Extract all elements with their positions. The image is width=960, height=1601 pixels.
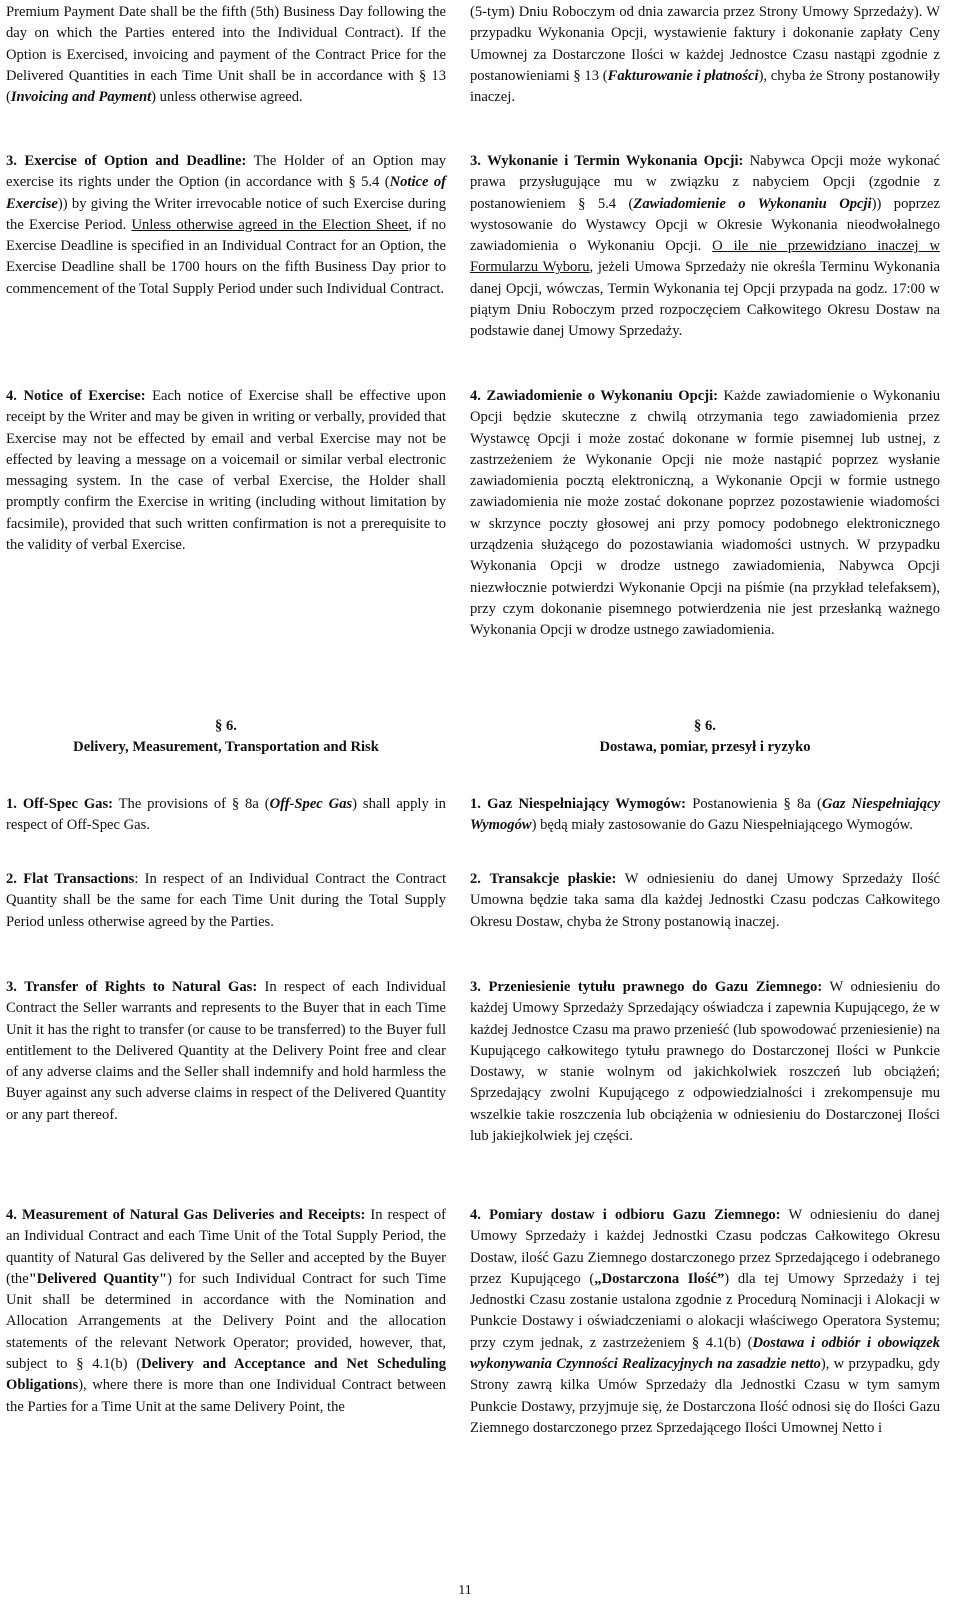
pl-s6-clause-4-reference: Dostawa i odbiór i obowiązek wykonywania Czynności Realizacyjnych na zasadzie netto: [470, 1334, 941, 1373]
pl-clause-3-title: Wykonanie i Termin Wykonania Opcji:: [487, 153, 744, 169]
en-s6-clause-1: [6, 794, 446, 837]
en-s6-clause-4-text-2: ) for such Individual Contract for such Time Unit shall be determined in accordance with the Nomination and Allocation Arrangements at the Delivery Point and the allocation statements of the relevant Network Operator; provided, however, that, subject to § 4.1(b) (: [6, 1270, 446, 1373]
pl-clause-4: [470, 386, 940, 642]
en-s6-clause-2-number: 2.: [6, 871, 17, 887]
pl-clause-3-text-3: , jeżeli Umowa Sprzedaży nie określa Terminu Wykonania danej Opcji, wówczas, Termin Wykonania tej Opcji przypada na godz. 17:00 w piątym Dniu Roboczym przed rozpoczęciem Całkowitego Okresu Dostaw na podstawie danej Umowy Sprzedaży.: [470, 259, 940, 340]
en-s6-clause-1-text: The provisions of § 8a (: [113, 796, 270, 812]
en-s6-clause-4-title: Measurement of Natural Gas Deliveries and Receipts:: [21, 1207, 366, 1223]
pl-s6-clause-2: [470, 869, 940, 933]
en-intro-paragraph: [6, 2, 446, 108]
pl-clause-3-underlined: O ile nie przewidziano inaczej w Formularzu Wyboru: [470, 238, 940, 276]
en-clause-3-text-2: )) by giving the Writer irrevocable notice of such Exercise during the Exercise Period.: [6, 195, 446, 233]
pl-s6-clause-3-text: W odniesieniu do każdej Umowy Sprzedaży Sprzedający oświadcza i zapewnia Kupującego, że w każdej Jednostce Czasu ma prawo przenieść (lub spowodować przeniesienie) na Kupującego całkowitego tytułu prawnego do Dostarczonej Ilości w Punkcie Dostawy, w stanie wolnym od jakichkolwiek roszczeń lub obciążeń; Sprzedający zwolni Kupującego z odpowiedzialności i zrekompensuje mu wszelkie takie roszczenia lub obciążenia w odniesieniu do Dostarczonej Ilości lub jakiejkolwiek jej części.: [470, 979, 940, 1145]
en-s6-clause-2-text: : In respect of an Individual Contract the Contract Quantity shall be the same for each Time Unit during the Total Supply Period unless otherwise agreed by the Parties.: [6, 871, 446, 930]
en-clause-3-text-3: , if no Exercise Deadline is specified in an Individual Contract for an Option, the Exercise Deadline shall be 1700 hours on the fifth Business Day prior to commencement of the Total Supply Period under such Individual Contract.: [6, 216, 446, 297]
pl-s6-clause-1-text-2: ) będą miały zastosowanie do Gazu Niespełniającego Wymogów.: [531, 817, 913, 834]
pl-s6-clause-2-text: W odniesieniu do danej Umowy Sprzedaży Ilość Umowna będzie taka sama dla każdej Jednostki Czasu podczas Całkowitego Okresu Dostaw, chyba że Strony postanowią inaczej.: [470, 871, 940, 930]
en-s6-clause-3-number: 3.: [6, 979, 17, 995]
pl-s6-clause-3: [470, 977, 940, 1147]
en-intro-text: Premium Payment Date shall be the fifth (5th) Business Day following the day on which the Parties entered into the Individual Contract). If the Option is Exercised, invoicing and payment of the Contract Price for the Delivered Quantities in each Time Unit shall be in accordance with § 13 (: [6, 4, 446, 106]
en-s6-clause-4-reference: Delivery and Acceptance and Net Scheduling Obligations: [6, 1356, 446, 1394]
en-s6-clause-1-number: 1.: [6, 796, 17, 812]
en-clause-3-title: Exercise of Option and Deadline:: [24, 153, 247, 169]
pl-intro-text-end: ), chyba że Strony postanowiły inaczej.: [470, 67, 940, 106]
pl-clause-4-title: Zawiadomienie o Wykonaniu Opcji:: [486, 388, 718, 404]
pl-s6-clause-1-title: Gaz Niespełniający Wymogów:: [487, 796, 687, 812]
pl-clause-3-number: 3.: [470, 153, 481, 169]
pl-s6-clause-2-title: Transakcje płaskie:: [489, 871, 617, 887]
pl-s6-clause-4: [470, 1205, 940, 1439]
pl-s6-clause-3-number: 3.: [470, 979, 481, 995]
pl-section-number: § 6.: [694, 718, 716, 734]
pl-clause-4-number: 4.: [470, 388, 481, 404]
en-s6-clause-2-title: Flat Transactions: [23, 871, 135, 887]
pl-clause-3: [470, 151, 940, 343]
en-clause-4-text: Each notice of Exercise shall be effective upon receipt by the Writer and may be given in writing or verbally, provided that Exercise may not be effected by email and verbal Exercise may not be effected by leaving a message on a voicemail or similar verbal electronic messaging system. In the case of verbal Exercise, the Holder shall promptly confirm the Exercise in writing (including without limitation by facsimile), provided that such written confirmation is not a prerequisite to the validity of verbal Exercise.: [6, 388, 447, 554]
pl-intro-emphasis: Fakturowanie i płatności: [607, 67, 759, 84]
pl-clause-4-text: Każde zawiadomienie o Wykonaniu Opcji będzie skuteczne z chwilą otrzymania tego zawiadomienia przez Wystawcę Opcji i może zostać dokonane w formie pisemnej lub ustnej, z zastrzeżeniem że Wykonanie Opcji nie może nastąpić poprzez wysłanie zawiadomienia pocztą elektroniczną, a Wykonanie Opcji w formie ustnego zawiadomienia nie może zostać dokonane poprzez pozostawienie wiadomości w skrzynce poczty głosowej ani przy pomocy podobnego elektronicznego urządzenia służącego do pozostawiania wiadomości ustnych. W przypadku Wykonania Opcji w drodze ustnego zawiadomienia, Nabywca Opcji niezwłocznie potwierdzi Wykonanie Opcji na piśmie (na przykład telefaksem), przy czym dokonanie pisemnego potwierdzenia nie jest przesłanką ważnego Wykonania Opcji w drodze ustnego zawiadomienia.: [470, 388, 940, 639]
en-s6-clause-4: [6, 1205, 446, 1418]
en-clause-3-text: The Holder of an Option may exercise its rights under the Option (in accordance with § 5.4 (: [6, 153, 446, 191]
en-intro-emphasis: Invoicing and Payment: [10, 89, 152, 106]
en-clause-4: [6, 386, 446, 556]
pl-clause-3-text-2: )) poprzez wystosowanie do Wystawcy Opcji w Okresie Wykonania nieodwołalnego zawiadomienia o Wykonaniu Opcji.: [470, 195, 940, 255]
en-s6-clause-4-number: 4.: [6, 1207, 17, 1223]
en-s6-clause-2: [6, 869, 446, 933]
en-section-heading: [6, 716, 446, 759]
en-clause-3-number: 3.: [6, 153, 17, 169]
en-s6-clause-3-title: Transfer of Rights to Natural Gas:: [24, 979, 258, 995]
en-s6-clause-3-text: In respect of each Individual Contract the Seller warrants and represents to the Buyer that in each Time Unit it has the right to transfer (or cause to be transferred) to the Buyer full entitlement to the Delivered Quantity at the Delivery Point free and clear of any adverse claims and the Seller shall indemnify and hold harmless the Buyer against any such adverse claims in respect of the Delivered Quantity or any part thereof.: [6, 979, 447, 1123]
pl-s6-clause-1-text: Postanowienia § 8a (: [686, 796, 822, 812]
page-number: 11: [458, 1583, 472, 1598]
pl-s6-clause-4-number: 4.: [470, 1207, 481, 1223]
pl-s6-clause-2-number: 2.: [470, 871, 481, 887]
pl-clause-3-text: Nabywca Opcji może wykonać prawa przysługujące mu w związku z nabyciem Opcji (zgodnie z postanowieniem § 5.4 (: [470, 153, 941, 212]
en-section-title: Delivery, Measurement, Transportation and Risk: [73, 739, 379, 756]
en-s6-clause-1-text-2: ) shall apply in respect of Off-Spec Gas.: [6, 796, 446, 834]
pl-section-heading: [470, 716, 940, 759]
en-s6-clause-4-text-3: ), where there is more than one Individual Contract between the Parties for a Time Unit at the same Delivery Point, the: [6, 1377, 446, 1415]
en-clause-4-title: Notice of Exercise:: [23, 388, 146, 404]
pl-s6-clause-3-title: Przeniesienie tytułu prawnego do Gazu Ziemnego:: [488, 979, 823, 995]
pl-s6-clause-4-text-2: ) dla tej Umowy Sprzedaży i tej Jednostki Czasu zostanie ustalona zgodnie z Procedurą Nominacji i Alokacji w Punkcie Dostawy i oświadczeniami o alokacji właściwego Operatora Systemu; przy czym jednak, z zastrzeżeniem § 4.1(b) (: [470, 1270, 940, 1351]
en-s6-clause-1-emphasis: Off-Spec Gas: [269, 796, 353, 812]
pl-s6-clause-4-title: Pomiary dostaw i odbioru Gazu Ziemnego:: [489, 1207, 781, 1223]
pl-s6-clause-1: [470, 794, 940, 837]
pl-s6-clause-1-number: 1.: [470, 796, 481, 812]
en-intro-text-end: ) unless otherwise agreed.: [151, 89, 303, 106]
en-s6-clause-1-title: Off-Spec Gas:: [22, 796, 114, 812]
pl-section-title: Dostawa, pomiar, przesył i ryzyko: [599, 739, 811, 756]
en-clause-3-emphasis: Notice of Exercise: [6, 174, 446, 212]
en-s6-clause-3: [6, 977, 446, 1126]
pl-s6-clause-1-emphasis: Gaz Niespełniający Wymogów: [470, 796, 940, 834]
pl-s6-clause-4-text-3: ), w przypadku, gdy Strony zawrą kilka Umów Sprzedaży dla Jednostki Czasu w tym samym Punkcie Dostawy, przyjmuje się, że Dostarczona Ilość odnosi się do Ilości Gazu Ziemnego dostarczonego przez Sprzedającego Ilości Umownej Netto i: [470, 1356, 940, 1436]
en-clause-4-number: 4.: [6, 388, 17, 404]
en-clause-3-underlined: Unless otherwise agreed in the Election Sheet: [131, 216, 409, 233]
pl-intro-text: (5-tym) Dniu Roboczym od dnia zawarcia przez Strony Umowy Sprzedaży). W przypadku Wykonania Opcji, wystawienie faktury i dokonanie zapłaty Ceny Umownej za Dostarczone Ilości w każdej Jednostce Czasu nastąpi zgodnie z postanowieniami § 13 (: [470, 4, 940, 84]
pl-intro-paragraph: [470, 2, 940, 108]
pl-s6-clause-4-defined-term: „Dostarczona Ilość”: [594, 1270, 725, 1287]
en-section-number: § 6.: [215, 718, 237, 734]
en-clause-3: [6, 151, 446, 300]
pl-s6-clause-4-text: W odniesieniu do danej Umowy Sprzedaży i każdej Jednostki Czasu podczas Całkowitego Okresu Dostaw, ilość Gazu Ziemnego dostarczonego przez Sprzedającego i odebranego przez Kupującego (: [470, 1207, 940, 1287]
en-s6-clause-4-defined-term: "Delivered Quantity": [28, 1270, 168, 1287]
en-s6-clause-4-text: In respect of an Individual Contract and each Time Unit of the Total Supply Period, the quantity of Natural Gas delivered by the Seller and accepted by the Buyer (the: [6, 1207, 446, 1287]
pl-clause-3-emphasis: Zawiadomienie o Wykonaniu Opcji: [633, 195, 872, 212]
